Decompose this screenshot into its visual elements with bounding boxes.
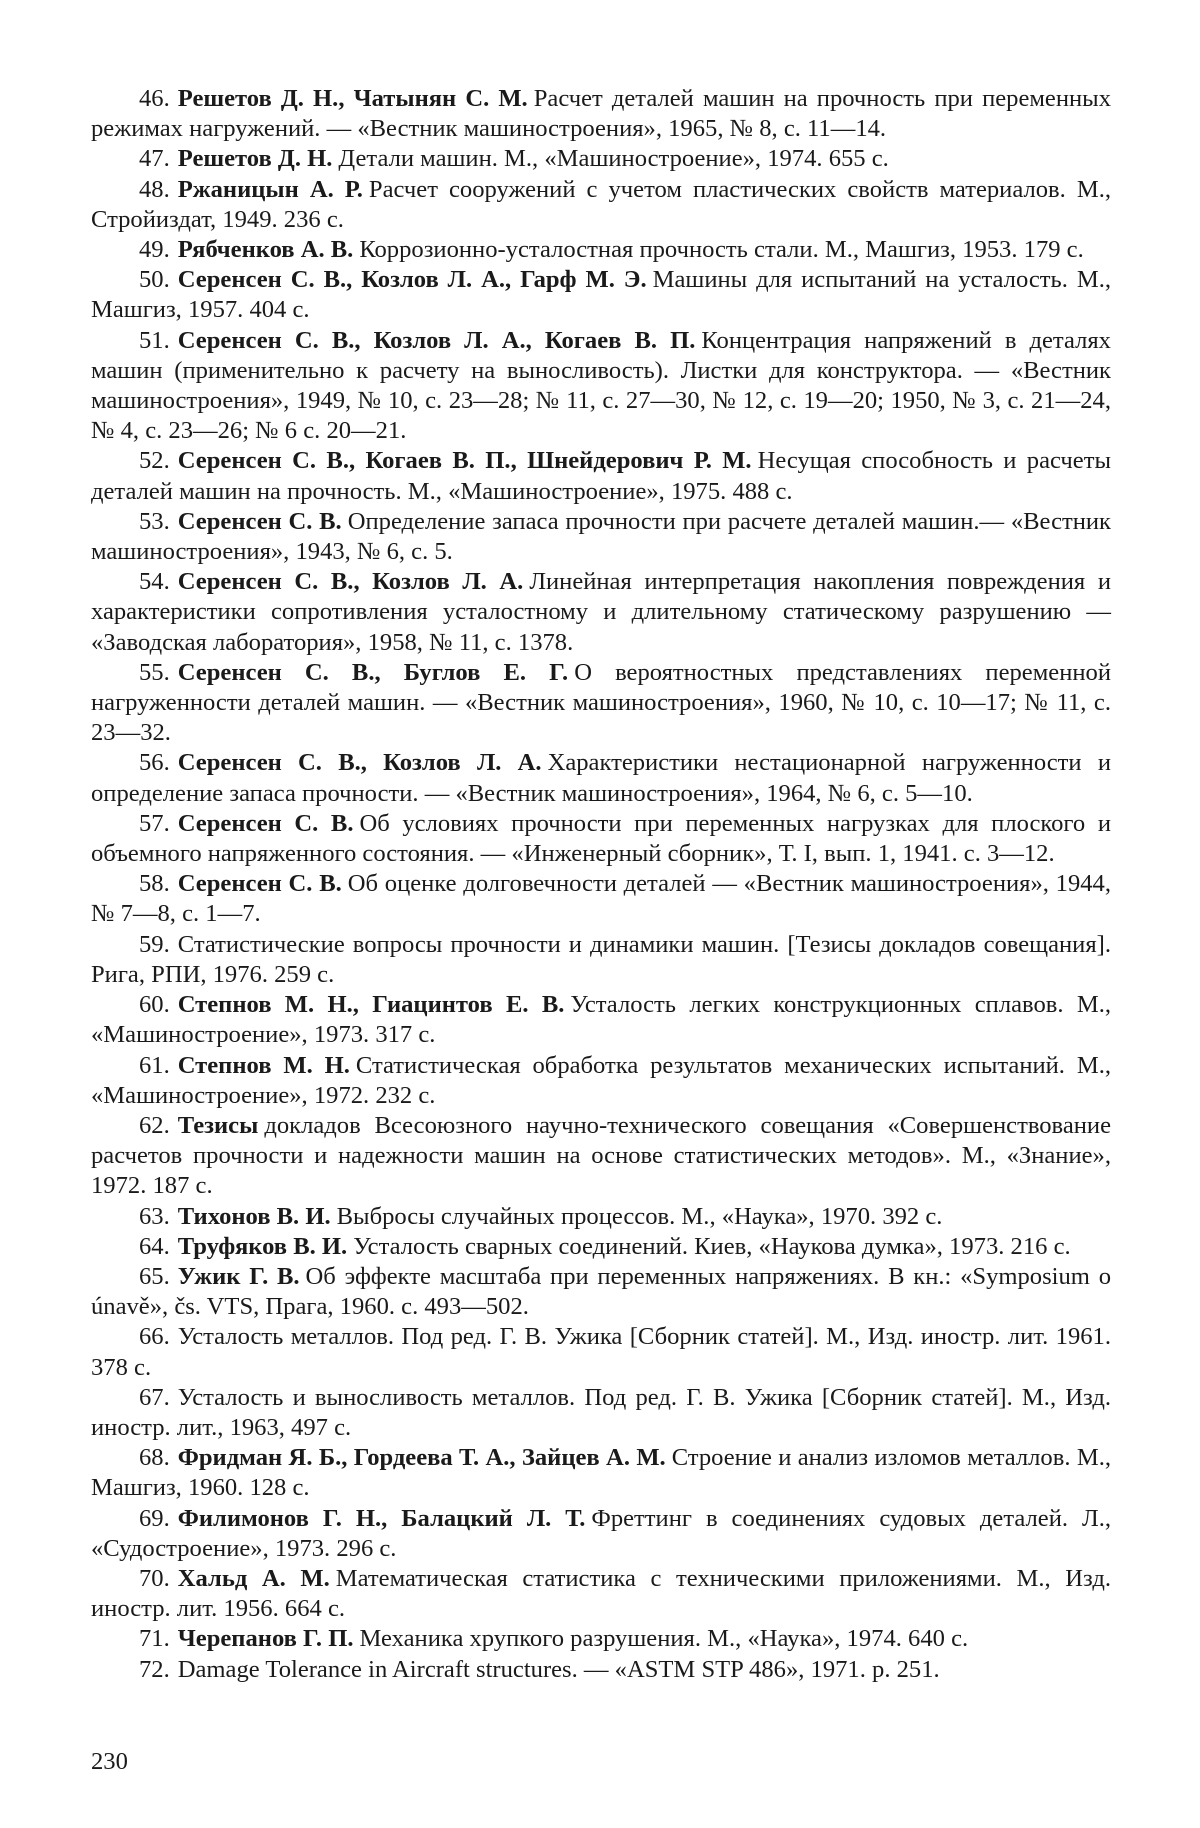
entry-authors: Решетов Д. Н. <box>177 145 333 173</box>
entry-text: Об оценке долговечности деталей — «Вестник машиностроения», 1944, № 7—8, с. 1—7. <box>91 870 1111 928</box>
entry-authors: Ржаницын А. Р. <box>177 175 363 203</box>
entry-number: 67. <box>139 1383 170 1411</box>
entry-authors: Серенсен С. В., Козлов Л. А. <box>177 749 542 777</box>
bibliography-entry <box>91 446 1111 506</box>
entry-authors: Решетов Д. Н., Чатынян С. М. <box>177 85 528 112</box>
entry-text: Коррозионно-усталостная прочность стали. М., Машгиз, 1953. 179 с. <box>359 236 1084 264</box>
entry-authors: Труфяков В. И. <box>177 1232 348 1260</box>
entry-number: 63. <box>139 1202 170 1230</box>
bibliography-entry <box>91 84 1111 144</box>
bibliography-entry <box>91 567 1111 658</box>
entry-text: Несущая способность и расчеты деталей машин на прочность. М., «Машиностроение», 1975. 488 с. <box>91 447 1111 505</box>
entry-text: Математическая статистика с техническими приложениями. М., Изд. иностр. лит. 1956. 664 с. <box>91 1564 1111 1623</box>
bibliography-entry <box>91 809 1111 869</box>
entry-authors: Степнов М. Н. <box>177 1051 350 1079</box>
entry-authors: Филимонов Г. Н., Балацкий Л. Т. <box>177 1504 586 1532</box>
bibliography-entry <box>91 1202 1111 1232</box>
bibliography-list <box>91 84 1111 1685</box>
entry-text: Статистические вопросы прочности и динамики машин. [Тезисы докладов совещания]. Рига, РПИ, 1976. 259 с. <box>91 930 1111 988</box>
bibliography-entry <box>91 869 1111 929</box>
entry-authors: Рябченков А. В. <box>177 236 354 264</box>
bibliography-entry <box>91 1322 1111 1382</box>
entry-text: Усталость и выносливость металлов. Под ред. Г. В. Ужика [Сборник статей]. М., Изд. иностр. лит., 1963, 497 с. <box>91 1383 1111 1441</box>
entry-number: 62. <box>139 1111 170 1139</box>
entry-number: 53. <box>139 507 170 535</box>
entry-number: 68. <box>139 1444 170 1472</box>
entry-number: 50. <box>139 266 170 294</box>
entry-text: Об эффекте масштаба при переменных напряжениях. В кн.: «Symposium o únavě», čs. VTS, Прага, 1960. с. 493—502. <box>91 1262 1111 1321</box>
bibliography-entry <box>91 1564 1111 1624</box>
entry-authors: Серенсен С. В., Буглов Е. Г. <box>177 658 569 686</box>
entry-number: 49. <box>139 236 170 264</box>
entry-text: Машины для испытаний на усталость. М., Машгиз, 1957. 404 с. <box>91 266 1111 324</box>
entry-authors: Серенсен С. В., Козлов Л. А., Когаев В. П. <box>177 326 696 354</box>
entry-authors: Фридман Я. Б., Гордеева Т. А., Зайцев А. М. <box>177 1444 666 1472</box>
bibliography-entry <box>91 930 1111 990</box>
entry-text: Выбросы случайных процессов. М., «Наука», 1970. 392 с. <box>336 1202 943 1230</box>
entry-authors: Хальд А. М. <box>177 1564 330 1592</box>
entry-text: Линейная интерпретация накопления повреждения и характеристики сопротивления усталостному и длительному статическому разрушению — «Заводская лаборатория», 1958, № 11, с. 1378. <box>91 568 1111 656</box>
entry-number: 56. <box>139 749 170 777</box>
entry-authors: Серенсен С. В., Когаев В. П., Шнейдерович Р. М. <box>177 447 752 475</box>
entry-text: Усталость легких конструкционных сплавов. М., «Машиностроение», 1973. 317 с. <box>91 991 1111 1049</box>
bibliography-entry <box>91 1051 1111 1111</box>
entry-authors: Ужик Г. В. <box>177 1262 300 1290</box>
entry-number: 60. <box>139 991 170 1019</box>
entry-number: 47. <box>139 145 170 173</box>
entry-number: 51. <box>139 326 170 354</box>
entry-number: 64. <box>139 1232 170 1260</box>
bibliography-entry <box>91 1624 1111 1654</box>
entry-text: Усталость сварных соединений. Киев, «Наукова думка», 1973. 216 с. <box>353 1232 1071 1260</box>
entry-number: 52. <box>139 447 170 475</box>
entry-number: 71. <box>139 1625 170 1653</box>
entry-number: 58. <box>139 870 170 898</box>
entry-authors: Серенсен С. В. <box>177 870 342 898</box>
bibliography-entry <box>91 990 1111 1050</box>
entry-authors: Степнов М. Н., Гиацинтов Е. В. <box>177 991 565 1019</box>
entry-number: 57. <box>139 809 170 837</box>
entry-text: О вероятностных представлениях переменной нагруженности деталей машин. — «Вестник машиностроения», 1960, № 10, с. 10—17; № 11, с. 23—32. <box>91 658 1111 747</box>
bibliography-entry <box>91 507 1111 567</box>
bibliography-page <box>91 84 1111 1685</box>
bibliography-entry <box>91 1262 1111 1322</box>
bibliography-entry <box>91 265 1111 325</box>
entry-authors: Серенсен С. В. <box>177 507 342 535</box>
entry-number: 69. <box>139 1504 170 1532</box>
entry-text: Расчет деталей машин на прочность при переменных режимах нагружений. — «Вестник машиностроения», 1965, № 8, с. 11—14. <box>91 85 1111 143</box>
entry-text: Детали машин. М., «Машиностроение», 1974. 655 с. <box>338 145 889 173</box>
entry-text: Расчет сооружений с учетом пластических свойств материалов. М., Стройиздат, 1949. 236 с. <box>91 175 1111 233</box>
bibliography-entry <box>91 175 1111 235</box>
entry-number: 46. <box>139 85 170 112</box>
bibliography-entry <box>91 1383 1111 1443</box>
entry-authors: Тихонов В. И. <box>177 1202 331 1230</box>
entry-text: Усталость металлов. Под ред. Г. В. Ужика [Сборник статей]. М., Изд. иностр. лит. 1961. 378 с. <box>91 1323 1111 1381</box>
entry-text: Концентрация напряжений в деталях машин (применительно к расчету на выносливость). Листки для конструктора. — «Вестник машиностроения», 1949, № 10, с. 23—28; № 11, с. 27—30, № 12, с. 19—20; 1950, № 3, с. 21—24, № 4, с. 23—26; № 6 с. 20—21. <box>91 326 1111 445</box>
bibliography-entry <box>91 1232 1111 1262</box>
entry-text: Характеристики нестационарной нагруженности и определение запаса прочности. — «Вестник машиностроения», 1964, № 6, с. 5—10. <box>91 749 1111 807</box>
bibliography-entry <box>91 144 1111 174</box>
bibliography-entry <box>91 326 1111 447</box>
bibliography-entry <box>91 748 1111 808</box>
entry-authors: Черепанов Г. П. <box>177 1625 354 1653</box>
entry-number: 66. <box>139 1323 170 1351</box>
entry-number: 72. <box>139 1655 170 1683</box>
entry-number: 59. <box>139 930 170 958</box>
entry-number: 65. <box>139 1262 170 1290</box>
entry-text: Статистическая обработка результатов механических испытаний. М., «Машиностроение», 1972. 232 с. <box>91 1051 1111 1109</box>
entry-text: Об условиях прочности при переменных нагрузках для плоского и объемного напряженного состояния. — «Инженерный сборник», Т. I, вып. 1, 1941. с. 3—12. <box>91 809 1111 868</box>
entry-number: 61. <box>139 1051 170 1079</box>
entry-text: Фреттинг в соединениях судовых деталей. Л., «Судостроение», 1973. 296 с. <box>91 1504 1111 1562</box>
entry-authors: Тезисы <box>177 1111 259 1139</box>
bibliography-entry <box>91 1443 1111 1503</box>
entry-text: Механика хрупкого разрушения. М., «Наука», 1974. 640 с. <box>359 1625 969 1653</box>
bibliography-entry <box>91 235 1111 265</box>
entry-text: Damage Tolerance in Aircraft structures. — «ASTM STP 486», 1971. p. 251. <box>177 1655 940 1683</box>
entry-number: 54. <box>139 568 170 596</box>
entry-number: 55. <box>139 658 170 686</box>
entry-text: Определение запаса прочности при расчете деталей машин.— «Вестник машиностроения», 1943, № 6, с. 5. <box>91 507 1112 566</box>
entry-authors: Серенсен С. В., Козлов Л. А., Гарф М. Э. <box>177 266 647 294</box>
page-number: 230 <box>91 1748 128 1775</box>
entry-number: 70. <box>139 1564 170 1592</box>
entry-text: докладов Всесоюзного научно-технического совещания «Совершенствование расчетов прочности и надежности машин на основе статистических методов». М., «Знание», 1972. 187 с. <box>91 1111 1111 1200</box>
entry-number: 48. <box>139 175 170 203</box>
entry-authors: Серенсен С. В., Козлов Л. А. <box>177 568 524 596</box>
entry-text: Строение и анализ изломов металлов. М., Машгиз, 1960. 128 с. <box>91 1444 1111 1502</box>
bibliography-entry <box>91 658 1111 749</box>
bibliography-entry <box>91 1504 1111 1564</box>
entry-authors: Серенсен С. В. <box>177 809 354 837</box>
bibliography-entry <box>91 1111 1111 1202</box>
bibliography-entry <box>91 1655 1111 1685</box>
